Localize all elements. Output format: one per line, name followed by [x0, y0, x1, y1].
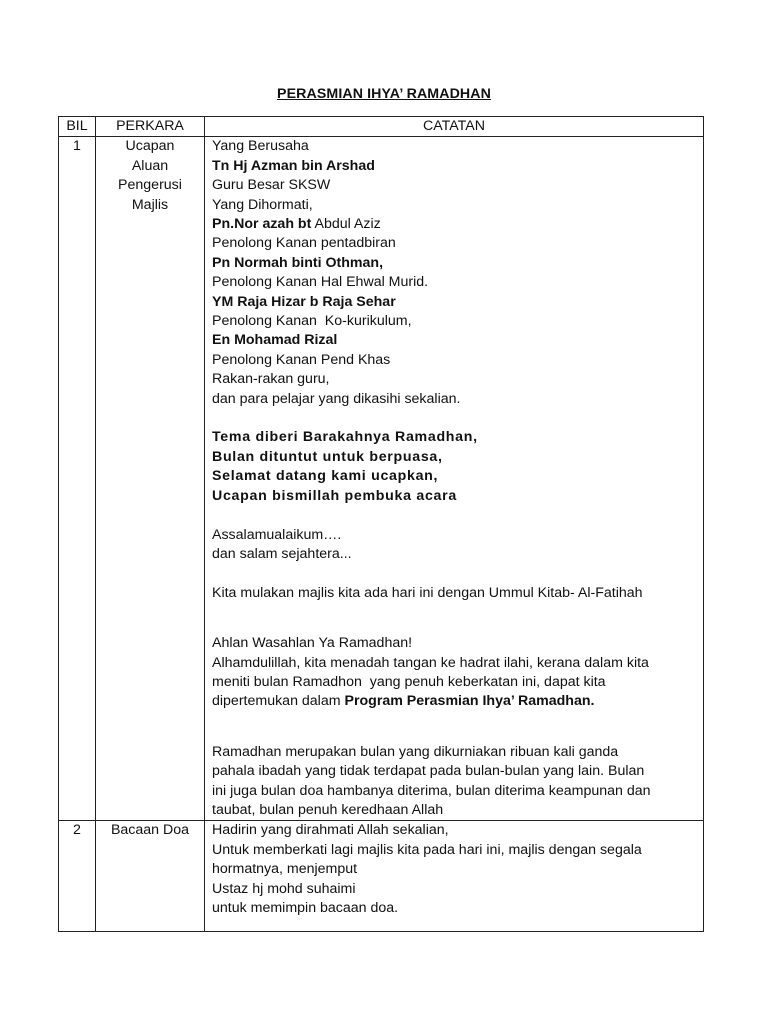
greeting-line: Penolong Kanan Ko-kurikulum, — [212, 313, 412, 330]
ahlan-line — [212, 692, 697, 711]
doa-line: Untuk memberkati lagi majlis kita pada hari ini, majlis dengan segala — [212, 841, 642, 858]
greeting-line: Penolong Kanan Hal Ehwal Murid. — [212, 274, 429, 291]
row-catatan — [205, 821, 704, 932]
table-header-row — [59, 117, 704, 137]
document-title: PERASMIAN IHYA’ RAMADHAN — [277, 86, 491, 102]
table-row — [59, 137, 704, 821]
greeting-line: Rakan-rakan guru, — [212, 371, 330, 388]
salam-line: Assalamualaikum…. — [212, 526, 342, 543]
program-name: Program Perasmian Ihya’ Ramadhan. — [344, 693, 595, 710]
fatihah-line: Kita mulakan majlis kita ada hari ini dengan Ummul Kitab- Al-Fatihah — [212, 584, 643, 601]
header-bil: BIL — [59, 117, 96, 137]
greeting-name: YM Raja Hizar b Raja Sehar — [212, 293, 396, 310]
row-number: 2 — [59, 821, 96, 932]
spacer — [212, 564, 697, 583]
ramadhan-line: ini juga bulan doa hambanya diterima, bulan diterima keampunan dan — [212, 782, 651, 799]
ramadhan-line: pahala ibadah yang tidak terdapat pada bulan-bulan yang lain. Bulan — [212, 763, 645, 780]
greeting-line: Yang Berusaha — [212, 138, 309, 155]
perkara-line: Pengerusi — [118, 177, 182, 194]
spacer — [212, 409, 697, 428]
header-catatan: CATATAN — [205, 117, 704, 137]
doa-line: untuk memimpin bacaan doa. — [212, 899, 399, 916]
greeting-line: Penolong Kanan Pend Khas — [212, 351, 391, 368]
row-perkara: Bacaan Doa — [96, 821, 205, 932]
pantun-line: Selamat datang kami ucapkan, — [212, 468, 439, 485]
ramadhan-line: taubat, bulan penuh keredhaan Allah — [212, 801, 444, 818]
greeting-line: Yang Dihormati, — [212, 196, 313, 213]
pantun-line: Ucapan bismillah pembuka acara — [212, 487, 457, 504]
doa-line: Ustaz hj mohd suhaimi — [212, 880, 356, 897]
perkara-line: Ucapan — [125, 138, 175, 155]
perkara-line: Aluan — [131, 157, 169, 174]
greeting-line: Guru Besar SKSW — [212, 177, 331, 194]
greeting-line: Penolong Kanan pentadbiran — [212, 235, 396, 252]
header-perkara: PERKARA — [96, 117, 205, 137]
spacer — [212, 603, 697, 634]
doa-line: Hadirin yang dirahmati Allah sekalian, — [212, 822, 449, 839]
pantun-line: Bulan dituntut untuk berpuasa, — [212, 448, 443, 465]
greeting-name: Pn Normah binti Othman, — [212, 254, 384, 271]
row-number: 1 — [59, 137, 96, 821]
greeting-name: Pn.Nor azah bt — [212, 216, 312, 233]
pantun-line: Tema diberi Barakahnya Ramadhan, — [212, 429, 478, 446]
agenda-table — [58, 116, 704, 932]
greeting-name-rest: Abdul Aziz — [311, 216, 381, 233]
greeting-name: En Mohamad Rizal — [212, 332, 338, 349]
greeting-line: dan para pelajar yang dikasihi sekalian. — [212, 390, 461, 407]
table-row — [59, 821, 704, 932]
greeting-name-line — [212, 215, 697, 234]
ahlan-line: Alhamdulillah, kita menadah tangan ke hadrat ilahi, kerana dalam kita — [212, 654, 649, 671]
doa-line: hormatnya, menjemput — [212, 861, 358, 878]
ahlan-text: dipertemukan dalam — [212, 693, 345, 710]
spacer — [212, 506, 697, 525]
row-perkara — [96, 137, 205, 821]
ramadhan-line: Ramadhan merupakan bulan yang dikurniakan ribuan kali ganda — [212, 743, 619, 760]
greeting-name: Tn Hj Azman bin Arshad — [212, 157, 375, 174]
spacer — [212, 712, 697, 743]
ahlan-line: Ahlan Wasahlan Ya Ramadhan! — [212, 635, 413, 652]
row-catatan — [205, 137, 704, 821]
salam-line: dan salam sejahtera... — [212, 545, 352, 562]
perkara-line: Majlis — [131, 196, 169, 213]
ahlan-line: meniti bulan Ramadhon yang penuh keberkatan ini, dapat kita — [212, 673, 606, 690]
